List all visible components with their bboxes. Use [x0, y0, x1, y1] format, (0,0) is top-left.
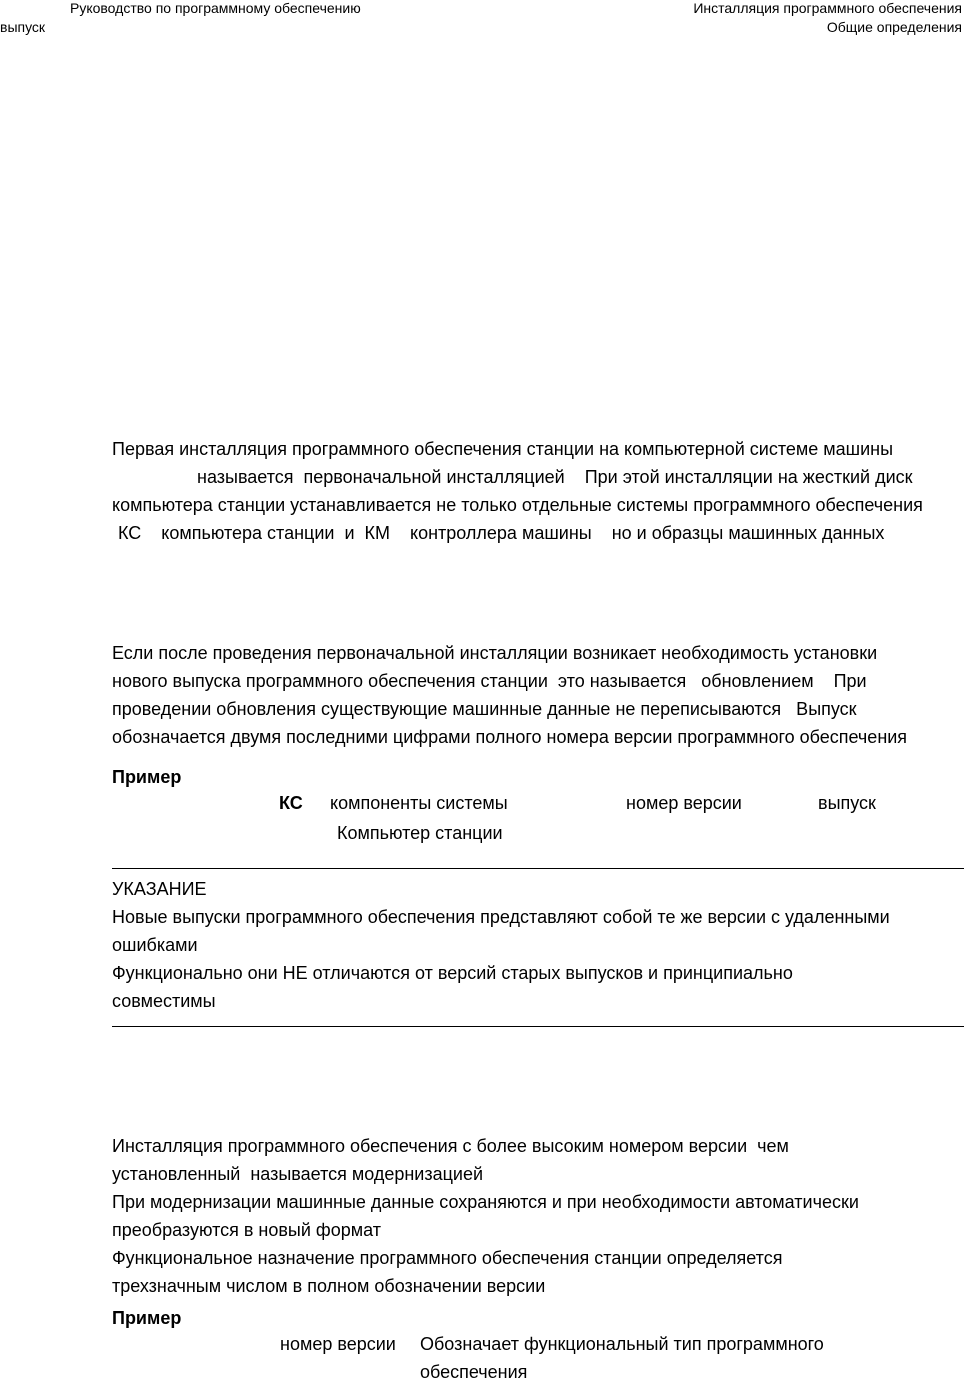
- example-station: Компьютер станции: [337, 823, 503, 843]
- example-release-label: выпуск: [818, 793, 876, 813]
- text-line: преобразуются в новый формат: [112, 1220, 381, 1240]
- text-line: Если после проведения первоначальной инсталляции возникает необходимость установки: [112, 643, 878, 663]
- text-line: называется первоначальной инсталляцией При этой инсталляции на жесткий диск: [197, 467, 913, 487]
- example-components: компоненты системы: [330, 793, 508, 813]
- example-description: Обозначает функциональный тип программного: [420, 1334, 824, 1354]
- divider: [112, 868, 964, 869]
- text-line: обозначается двумя последними цифрами полного номера версии программного обеспечения: [112, 727, 908, 747]
- text-line: Инсталляция программного обеспечения с более высоким номером версии чем: [112, 1136, 789, 1156]
- divider: [112, 1026, 964, 1027]
- example-description: обеспечения: [420, 1362, 528, 1382]
- note-line: Функционально они НЕ отличаются от версий старых выпусков и принципиально: [112, 963, 793, 983]
- text-line: нового выпуска программного обеспечения станции это называется обновлением При: [112, 671, 867, 691]
- note-line: Новые выпуски программного обеспечения представляют собой те же версии с удаленными: [112, 907, 890, 927]
- example-label: Пример: [112, 767, 182, 787]
- example-version: номер версии: [626, 793, 742, 813]
- example-label: Пример: [112, 1308, 182, 1328]
- note-title: УКАЗАНИЕ: [112, 879, 207, 899]
- text-line: При модернизации машинные данные сохраняются и при необходимости автоматически: [112, 1192, 859, 1212]
- example-term: номер версии: [280, 1334, 396, 1354]
- header-section-title: Общие определения: [826, 19, 962, 35]
- header-manual-title: Руководство по программному обеспечению: [70, 0, 361, 16]
- text-line: компьютера станции устанавливается не только отдельные системы программного обеспечения: [112, 495, 923, 515]
- note-line: ошибками: [112, 935, 198, 955]
- header-chapter-title: Инсталляция программного обеспечения: [693, 0, 962, 16]
- text-line: установленный называется модернизацией: [112, 1164, 484, 1184]
- example-code: КС: [279, 793, 303, 813]
- header-release: выпуск: [0, 19, 46, 35]
- text-line: Функциональное назначение программного обеспечения станции определяется: [112, 1248, 783, 1268]
- text-line: КС компьютера станции и КМ контроллера машины но и образцы машинных данных: [118, 523, 885, 543]
- note-line: совместимы: [112, 991, 216, 1011]
- text-line: трехзначным числом в полном обозначении версии: [112, 1276, 546, 1296]
- text-line: проведении обновления существующие машинные данные не переписываются Выпуск: [112, 699, 857, 719]
- text-line: Первая инсталляция программного обеспечения станции на компьютерной системе машины: [112, 439, 894, 459]
